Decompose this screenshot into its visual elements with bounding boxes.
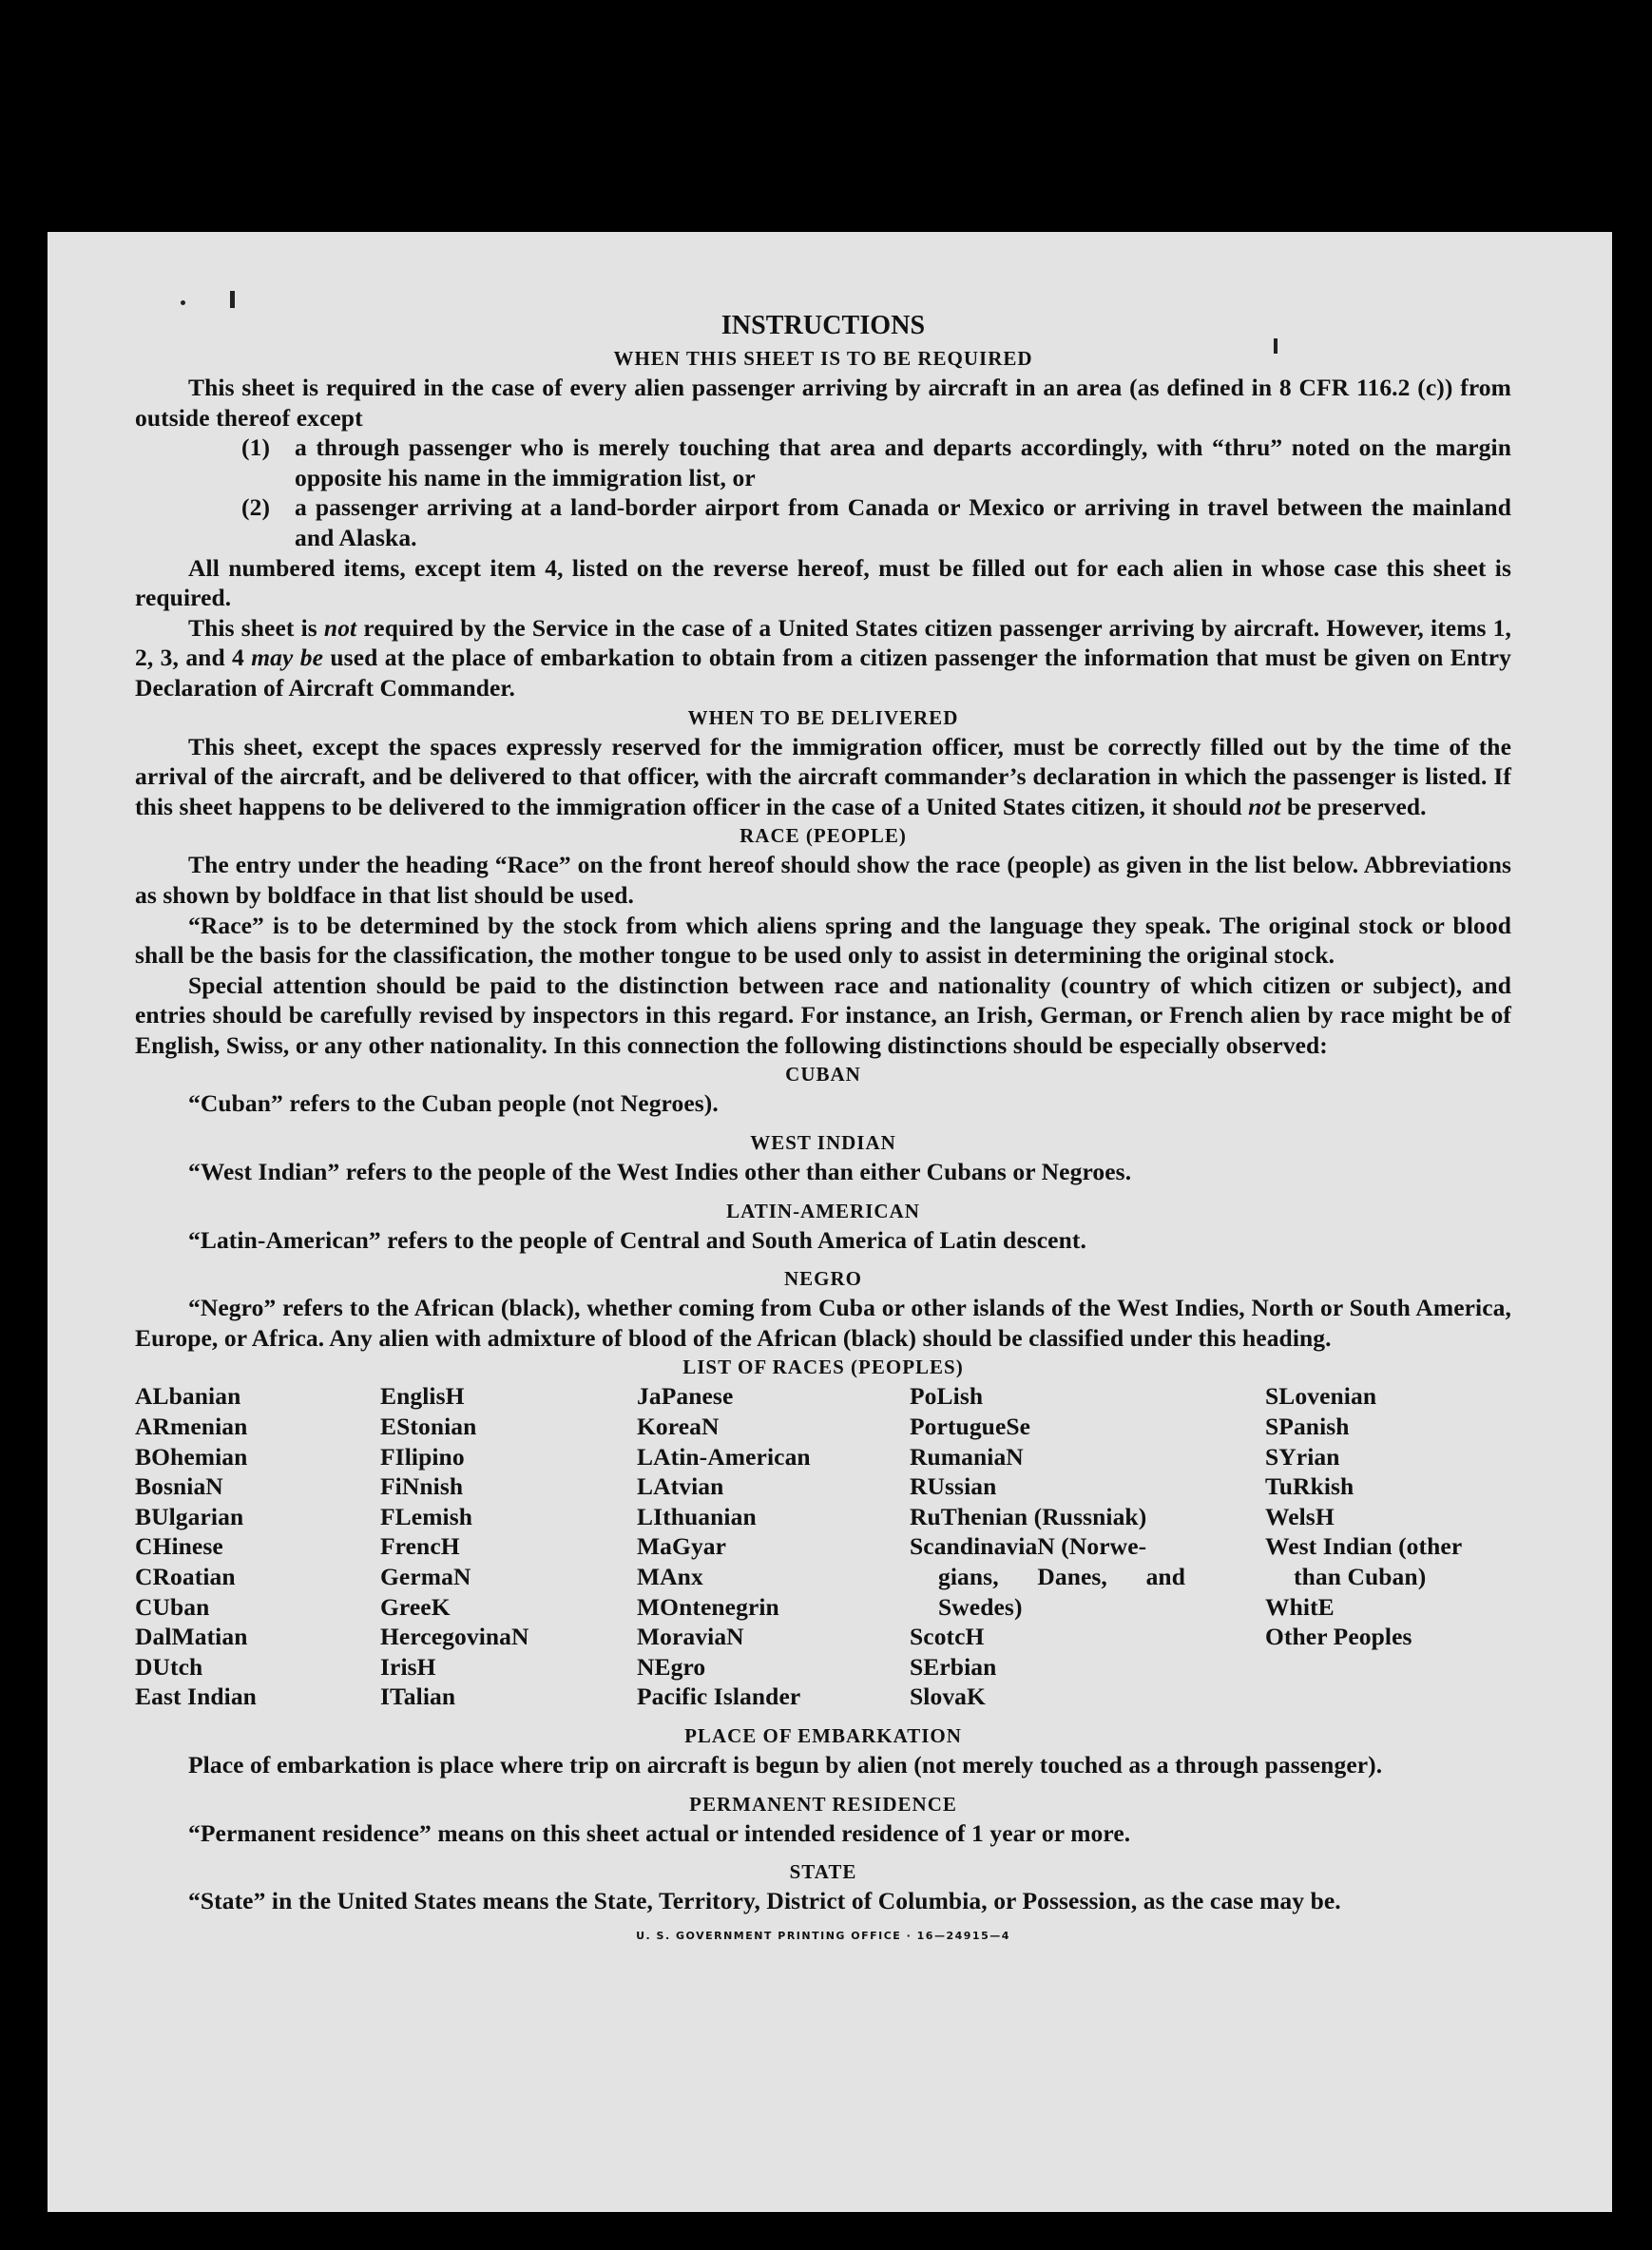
race-entry: SPanish	[1265, 1413, 1350, 1441]
race-entry: West Indian (other	[1265, 1532, 1463, 1561]
race-paragraph-2: “Race” is to be determined by the stock from which aliens spring and the language they speak. The original stock or blood shall be the basis for the classification, the mother tongue to be used only to assist in determining the original stock.	[135, 911, 1511, 970]
embarkation-paragraph: Place of embarkation is place where trip on aircraft is begun by alien (not merely touched as a through passenger).	[188, 1750, 1383, 1779]
race-entry: Pacific Islander	[637, 1683, 801, 1711]
required-paragraph-2: All numbered items, except item 4, listed on the reverse hereof, must be filled out for each alien in whose case this sheet is required.	[135, 553, 1511, 612]
race-entry: IrisH	[380, 1652, 436, 1681]
race-entry: WhitE	[1265, 1592, 1335, 1621]
race-entry: ARmenian	[135, 1413, 248, 1441]
race-entry: EStonian	[380, 1413, 477, 1441]
section-heading-permanent-residence: PERMANENT RESIDENCE	[689, 1792, 957, 1816]
race-entry-continued: Swedes)	[938, 1592, 1023, 1621]
section-heading-latin-american: LATIN-AMERICAN	[726, 1199, 920, 1222]
text-run: in that list should be used.	[355, 880, 634, 909]
west-indian-paragraph: “West Indian” refers to the people of the West Indies other than either Cubans or Negroes.	[188, 1158, 1132, 1186]
race-entry: BosniaN	[135, 1472, 223, 1501]
printing-office-footer: U. S. GOVERNMENT PRINTING OFFICE · 16—24915—4	[636, 1929, 1010, 1942]
section-heading-negro: NEGRO	[783, 1267, 862, 1291]
residence-paragraph: “Permanent residence” means on this sheet actual or intended residence of 1 year or more.	[188, 1818, 1131, 1847]
race-entry: Other Peoples	[1265, 1623, 1412, 1651]
race-entry: CHinese	[135, 1532, 223, 1561]
race-entry: RuThenian (Russniak)	[910, 1502, 1147, 1530]
race-entry: BUlgarian	[135, 1502, 244, 1530]
section-heading-west-indian: WEST INDIAN	[750, 1131, 896, 1155]
race-entry: LAtvian	[637, 1472, 724, 1501]
race-entry: RumaniaN	[910, 1442, 1024, 1471]
race-entry: SErbian	[910, 1652, 997, 1681]
race-entry: PortugueSe	[910, 1413, 1031, 1441]
race-entry: SLovenian	[1265, 1382, 1377, 1411]
race-entry: MOntenegrin	[637, 1592, 779, 1621]
race-entry: ITalian	[380, 1683, 456, 1711]
document-sheet	[48, 232, 1612, 2212]
race-entry: LIthuanian	[637, 1502, 757, 1530]
section-heading-list-of-races: LIST OF RACES (PEOPLES)	[682, 1356, 964, 1379]
list-item	[241, 433, 1511, 492]
race-entry-continued: gians, Danes, and	[938, 1563, 1185, 1590]
boldface-text: boldface	[267, 880, 356, 909]
speck-mark	[230, 291, 235, 308]
race-entry: ALbanian	[135, 1382, 241, 1411]
race-entry: CUban	[135, 1592, 210, 1621]
race-entry: ScandinaviaN (Norwe-	[910, 1532, 1147, 1561]
race-entry: FiNnish	[380, 1472, 464, 1501]
races-list	[135, 1381, 1511, 1712]
race-entry: FIlipino	[380, 1442, 465, 1471]
emphasis-text: may be	[251, 644, 324, 672]
section-heading-race: RACE (PEOPLE)	[740, 824, 907, 848]
text-run: This sheet, except the spaces expressly reserved for the immigration officer, must be correctly filled out by the time of the arrival of the aircraft, and be delivered to that officer, with the aircraft commander’s declaration in which the passenger is listed. If this sheet happens to be delivered to the immigration officer in the case of a United States citizen, it should	[135, 732, 1511, 820]
race-entry: DUtch	[135, 1652, 203, 1681]
state-paragraph: “State” in the United States means the State, Territory, District of Columbia, or Possession, as the case may be.	[188, 1887, 1341, 1915]
item-text: a through passenger who is merely touching that area and departs accordingly, with “thru” noted on the margin opposite his name in the immigration list, or	[295, 433, 1511, 491]
race-entry: MaGyar	[637, 1532, 727, 1561]
text-run: The entry under the heading “Race” on the front hereof should show the race (people) as given in the list below. Abbreviations as shown by	[135, 851, 1511, 909]
section-heading-state: STATE	[789, 1860, 857, 1884]
text-run: be preserved.	[1280, 792, 1427, 820]
race-entry: HercegovinaN	[380, 1623, 529, 1651]
text-run: This sheet is	[188, 613, 324, 642]
race-entry: FLemish	[380, 1502, 473, 1530]
race-entry: WelsH	[1265, 1502, 1335, 1530]
race-entry: NEgro	[637, 1652, 706, 1681]
negro-paragraph: “Negro” refers to the African (black), whether coming from Cuba or other islands of the West Indies, North or South America, Europe, or Africa. Any alien with admixture of blood of the African (black) should be classified under this heading.	[135, 1294, 1511, 1352]
item-number: (2)	[241, 493, 271, 522]
item-number: (1)	[241, 433, 271, 462]
item-text: a passenger arriving at a land-border airport from Canada or Mexico or arriving in travel between the mainland and Alaska.	[295, 493, 1511, 551]
race-entry: TuRkish	[1265, 1472, 1354, 1501]
race-entry: FrencH	[380, 1532, 460, 1561]
emphasis-text: not	[1248, 792, 1281, 820]
race-entry-continued: than Cuban)	[1294, 1563, 1427, 1590]
race-entry: GermaN	[380, 1563, 471, 1590]
race-entry: East Indian	[135, 1683, 257, 1711]
races-column-4	[910, 1381, 1265, 1712]
race-entry: PoLish	[910, 1382, 984, 1411]
race-entry: LAtin-American	[637, 1442, 811, 1471]
races-column-3	[637, 1381, 910, 1712]
race-entry: JaPanese	[637, 1382, 734, 1411]
latin-american-paragraph: “Latin-American” refers to the people of Central and South America of Latin descent.	[188, 1225, 1086, 1254]
delivered-paragraph	[135, 732, 1511, 822]
cuban-paragraph: “Cuban” refers to the Cuban people (not Negroes).	[188, 1089, 719, 1118]
text-run: required by the Service in the case of a United States citizen passenger arriving by aircraft. However, items 1, 2, 3, and 4	[135, 613, 1512, 672]
required-paragraph-3	[135, 613, 1511, 703]
race-entry: GreeK	[380, 1592, 451, 1621]
text-run: used at the place of embarkation to obtain from a citizen passenger the information that must be given on Entry Declaration of Aircraft Commander.	[135, 644, 1511, 702]
list-item	[241, 492, 1511, 552]
race-entry: KoreaN	[637, 1413, 720, 1441]
section-heading-embarkation: PLACE OF EMBARKATION	[684, 1723, 962, 1747]
race-paragraph-1	[135, 850, 1511, 910]
page-title: INSTRUCTIONS	[720, 311, 926, 340]
emphasis-text: not	[323, 613, 357, 642]
race-paragraph-3: Special attention should be paid to the distinction between race and nationality (country of which citizen or subject), and entries should be carefully revised by inspectors in this regard. For instance, an Irish, German, or French alien by race might be of English, Swiss, or any other nationality. In this connection the following distinctions should be especially observed:	[135, 971, 1511, 1059]
race-entry: BOhemian	[135, 1442, 248, 1471]
required-intro: This sheet is required in the case of every alien passenger arriving by aircraft in an area (as defined in 8 CFR 116.2 (c)) from outside thereof except	[135, 374, 1511, 432]
speck-mark	[181, 300, 185, 305]
race-entry: EnglisH	[380, 1382, 465, 1411]
section-heading-delivered: WHEN TO BE DELIVERED	[687, 705, 959, 729]
section-heading-required: WHEN THIS SHEET IS TO BE REQUIRED	[613, 347, 1033, 370]
race-entry: SYrian	[1265, 1442, 1340, 1471]
race-entry: MAnx	[637, 1563, 703, 1590]
races-column-2	[380, 1381, 637, 1712]
race-entry: MoraviaN	[637, 1623, 744, 1651]
race-entry: RUssian	[910, 1472, 997, 1501]
race-entry: SlovaK	[910, 1683, 986, 1711]
races-column-5	[1265, 1381, 1511, 1712]
races-column-1	[135, 1381, 380, 1712]
instructions-content	[135, 308, 1511, 1943]
race-entry: CRoatian	[135, 1563, 236, 1590]
race-entry: DalMatian	[135, 1623, 248, 1651]
section-heading-cuban: CUBAN	[785, 1063, 861, 1087]
race-entry: ScotcH	[910, 1623, 985, 1651]
